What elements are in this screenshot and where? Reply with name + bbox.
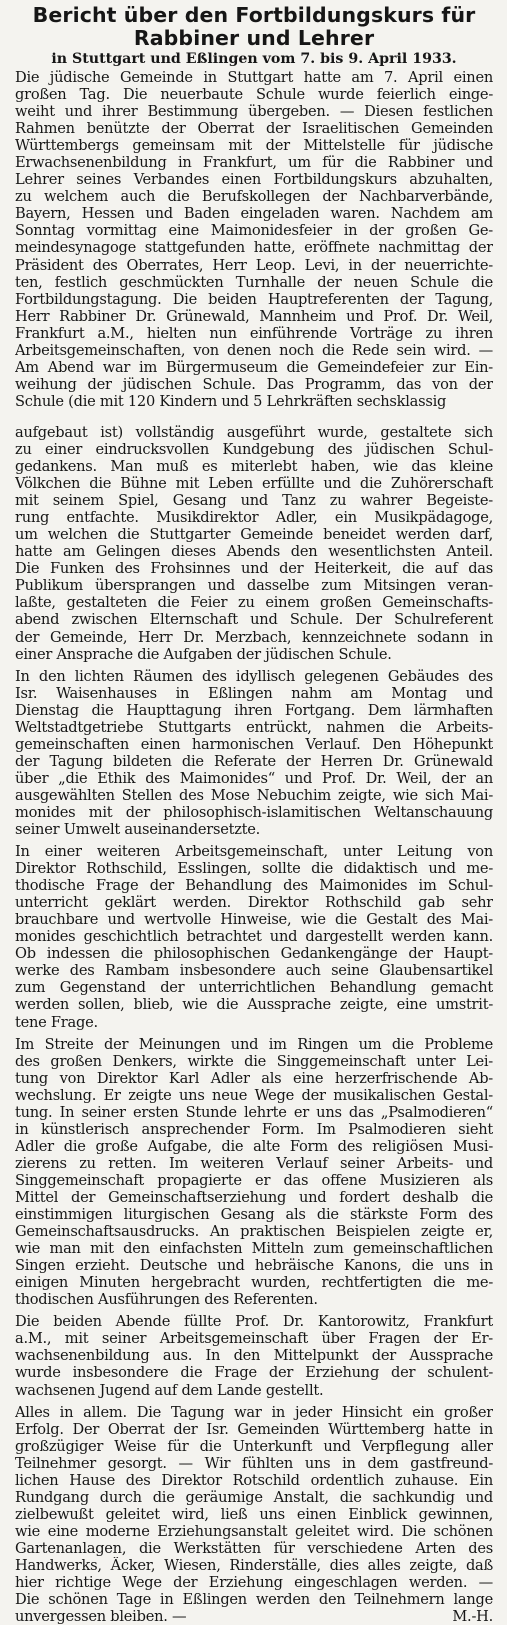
text-line: Teilnehmer gesorgt. — Wir fühlten uns in dem gastfreund- xyxy=(15,1454,493,1472)
paragraph-gap xyxy=(15,410,493,424)
text-line: Erwachsenenbildung in Frankfurt, um für die Rabbiner und xyxy=(15,154,493,172)
article-subtitle: in Stuttgart und Eßlingen vom 7. bis 9. April 1933. xyxy=(51,51,457,67)
text-line: tung von Direktor Karl Adler als eine herzerfrischende Ab- xyxy=(15,1069,493,1087)
text-line: rung entfachte. Musikdirektor Adler, ein Musikpädagoge, xyxy=(15,509,493,527)
text-line: Die jüdische Gemeinde in Stuttgart hatte am 7. April einen xyxy=(15,69,493,86)
text-line: Frankfurt a.M., hielten nun einführende Vorträge zu ihren xyxy=(15,324,493,342)
text-line: Weltstadtgetriebe Stuttgarts entrückt, nahmen die Arbeits- xyxy=(15,718,493,736)
text-line: In einer weiteren Arbeitsgemeinschaft, unter Leitung von xyxy=(15,843,493,861)
author-signature: M.-H. xyxy=(452,1608,493,1625)
text-line: Publikum übersprangen und dasselbe zum Mitsingen veran- xyxy=(15,577,493,595)
text-line: Mittel der Gemeinschaftserziehung und fordert deshalb die xyxy=(15,1189,493,1206)
text-line: Württembergs gemeinsam mit der Mittelstelle für jüdische xyxy=(15,137,493,155)
closing-text: unvergessen bleiben. — xyxy=(15,1608,187,1625)
text-line: Dienstag die Haupttagung ihren Fortgang. Dem lärmhaften xyxy=(15,701,493,719)
text-line: zum Gegenstand der unterrichtlichen Behandlung gemacht xyxy=(15,979,493,997)
text-line: der Tagung bildeten die Referate der Herren Dr. Grünewald xyxy=(15,752,493,770)
text-line: hier richtige Wege der Erziehung eingeschlagen werden. — xyxy=(15,1574,493,1592)
text-line: lichen Hause des Direktor Rotschild ordentlich zuhause. Ein xyxy=(15,1471,493,1489)
text-line: Schule (die mit 120 Kindern und 5 Lehrkräften sechsklassig xyxy=(15,392,447,410)
text-line: wie man mit den einfachsten Mitteln zum gemeinschaftlichen xyxy=(15,1240,493,1258)
text-line: weihung der jüdischen Schule. Das Programm, das von der xyxy=(15,375,493,393)
text-line: abend zwischen Elternschaft und Schule. Der Schulreferent xyxy=(15,611,493,629)
text-line: Arbeitsgemeinschaften, von denen noch die Rede sein wird. — xyxy=(15,341,493,359)
text-line: weiht und ihrer Bestimmung übergeben. — Diesen festlichen xyxy=(15,103,493,121)
text-line: meindesynagoge stattgefunden hatte, eröffnete nachmittag der xyxy=(15,239,493,257)
text-line: Erfolg. Der Oberrat der Isr. Gemeinden Württemberg hatte in xyxy=(15,1420,493,1438)
text-line: tung. In seiner ersten Stunde lehrte er uns das „Psalmodieren“ xyxy=(15,1103,493,1121)
text-line: Lehrer seines Verbandes einen Fortbildungskurs abzuhalten, xyxy=(15,171,493,189)
text-line: des großen Denkers, wirkte die Singgemeinschaft unter Lei- xyxy=(15,1052,493,1070)
text-line: monides mit der philosophisch-islamitischen Weltanschauung xyxy=(15,803,493,821)
closing-line xyxy=(15,1608,493,1625)
paragraph xyxy=(15,1404,493,1625)
text-line: Alles in allem. Die Tagung war in jeder Hinsicht ein großer xyxy=(15,1403,493,1421)
text-line: um welchen die Stuttgarter Gemeinde beneidet werden darf, xyxy=(15,526,493,544)
text-line: Adler die große Aufgabe, die alte Form des religiösen Musi- xyxy=(15,1137,493,1155)
text-line: werden sollen, blieb, wie die Aussprache zeigte, eine umstrit- xyxy=(15,996,493,1014)
paragraph xyxy=(15,69,493,410)
text-line: Fortbildungstagung. Die beiden Hauptreferenten der Tagung, xyxy=(15,290,493,308)
text-line: Singen erzieht. Deutsche und hebräische Kanons, die uns in xyxy=(15,1257,493,1275)
text-line: wechslung. Er zeigte uns neue Wege der musikalischen Gestal- xyxy=(15,1086,493,1104)
article-title xyxy=(15,4,493,50)
text-line: Gartenanlagen, die Werkstätten für verschiedene Arten des xyxy=(15,1539,493,1557)
text-line: Bayern, Hessen und Baden eingeladen waren. Nachdem am xyxy=(15,205,493,223)
text-line: ten, festlich geschmückten Turnhalle der neuen Schule die xyxy=(15,273,493,291)
text-line: großen Tag. Die neuerbaute Schule wurde feierlich einge- xyxy=(15,86,493,104)
paragraph xyxy=(15,1036,493,1309)
text-line: thodische Frage der Behandlung des Maimonides im Schul- xyxy=(15,877,493,895)
text-line: thodischen Ausführungen des Referenten. xyxy=(15,1291,318,1309)
text-line: wurde insbesondere die Frage der Erziehung der schulent- xyxy=(15,1364,493,1382)
text-line: In den lichten Räumen des idyllisch gelegenen Gebäudes des xyxy=(15,667,493,685)
text-line: Singgemeinschaft propagierte er das offene Musizieren als xyxy=(15,1171,493,1189)
title-line: Rabbiner und Lehrer xyxy=(133,26,375,50)
paragraph xyxy=(15,424,493,663)
text-line: a.M., mit seiner Arbeitsgemeinschaft über Fragen der Er- xyxy=(15,1330,493,1348)
text-line: tene Frage. xyxy=(15,1013,98,1031)
text-line: Gemeinschaftsausdrucks. An praktischen Beispielen zeigte er, xyxy=(15,1223,493,1241)
text-line: einigen Minuten hergebracht wurden, rechtfertigten die me- xyxy=(15,1274,493,1292)
text-line: monides geschichtlich betrachtet und dargestellt werden kann. xyxy=(15,928,493,946)
text-line: gemeinschaften einen harmonischen Verlauf. Den Höhepunkt xyxy=(15,735,493,753)
text-line: brauchbare und wertvolle Hinweise, wie die Gestalt des Mai- xyxy=(15,911,493,929)
text-line: wachsenen Jugend auf dem Lande gestellt. xyxy=(15,1381,324,1399)
text-line: zu einer eindrucksvollen Kundgebung des jüdischen Schul- xyxy=(15,440,493,458)
text-line: seiner Umwelt auseinandersetzte. xyxy=(15,821,261,839)
text-line: Am Abend war im Bürgermuseum die Gemeindefeier zur Ein- xyxy=(15,358,493,376)
paragraph xyxy=(15,843,493,1031)
text-line: Herr Rabbiner Dr. Grünewald, Mannheim und Prof. Dr. Weil, xyxy=(15,307,493,325)
text-line: Völkchen die Bühne mit Leben erfüllte und die Zuhörerschaft xyxy=(15,475,493,493)
text-line: Handwerks, Äcker, Wiesen, Rinderställe, dies alles zeigte, daß xyxy=(15,1556,493,1574)
text-line: einer Ansprache die Aufgaben der jüdischen Schule. xyxy=(15,645,392,663)
text-line: zierens zu retten. Im weiteren Verlauf seiner Arbeits- und xyxy=(15,1154,493,1172)
text-line: laßte, gestalteten die Feier zu einem großen Gemeinschafts- xyxy=(15,594,493,612)
text-line: zielbewußt geleitet wird, ließ uns einen Einblick gewinnen, xyxy=(15,1505,493,1523)
text-line: zu welchem auch die Berufskollegen der Nachbarverbände, xyxy=(15,188,493,206)
text-line: hatte am Gelingen dieses Abends den wesentlichsten Anteil. xyxy=(15,543,493,561)
text-line: Präsident des Oberrates, Herr Leop. Levi, in der neuerrichte- xyxy=(15,256,493,274)
text-line: Die beiden Abende füllte Prof. Dr. Kantorowitz, Frankfurt xyxy=(15,1313,493,1331)
text-line: wachsenenbildung aus. In den Mittelpunkt der Aussprache xyxy=(15,1347,493,1365)
text-line: großzügiger Weise für die Unterkunft und Verpflegung aller xyxy=(15,1437,493,1455)
article-body xyxy=(15,69,493,1625)
text-line: über „die Ethik des Maimonides“ und Prof. Dr. Weil, der an xyxy=(15,769,493,787)
text-line: Die schönen Tage in Eßlingen werden den Teilnehmern lange xyxy=(15,1591,493,1609)
text-line: Rundgang durch die geräumige Anstalt, die sachkundig und xyxy=(15,1488,493,1506)
text-line: wie eine moderne Erziehungsanstalt geleitet wird. Die schönen xyxy=(15,1522,493,1540)
title-line: Bericht über den Fortbildungskurs für xyxy=(32,3,476,27)
text-line: der Gemeinde, Herr Dr. Merzbach, kennzeichnete sodann in xyxy=(15,628,493,646)
text-line: Sonntag vormittag eine Maimonidesfeier in der großen Ge- xyxy=(15,222,493,240)
text-line: Die Funken des Frohsinnes und der Heiterkeit, die auf das xyxy=(15,560,493,578)
text-line: ausgewählten Stellen des Mose Nebuchim zeigte, wie sich Mai- xyxy=(15,786,493,804)
text-line: Rahmen benützte der Oberrat der Israelitischen Gemeinden xyxy=(15,120,493,138)
text-line: Isr. Waisenhauses in Eßlingen nahm am Montag und xyxy=(15,684,493,702)
text-line: gedankens. Man muß es miterlebt haben, wie das kleine xyxy=(15,458,493,476)
text-line: Im Streite der Meinungen und im Ringen um die Probleme xyxy=(15,1035,493,1053)
text-line: mit seinem Spiel, Gesang und Tanz zu wahrer Begeiste- xyxy=(15,492,493,510)
text-line: in künstlerisch ansprechender Form. Im Psalmodieren sieht xyxy=(15,1120,493,1138)
text-line: Ob indessen die philosophischen Gedankengänge der Haupt- xyxy=(15,945,493,963)
text-line: einstimmigen liturgischen Gesang als die stärkste Form des xyxy=(15,1206,493,1224)
paragraph xyxy=(15,668,493,838)
text-line: werke des Rambam insbesondere auch seine Glaubensartikel xyxy=(15,962,493,980)
paragraph xyxy=(15,1313,493,1398)
text-line: aufgebaut ist) vollständig ausgeführt wurde, gestaltete sich xyxy=(15,423,493,441)
text-line: unterricht geklärt werden. Direktor Rothschild gab sehr xyxy=(15,894,493,912)
text-line: Direktor Rothschild, Esslingen, sollte die didaktisch und me- xyxy=(15,860,493,878)
